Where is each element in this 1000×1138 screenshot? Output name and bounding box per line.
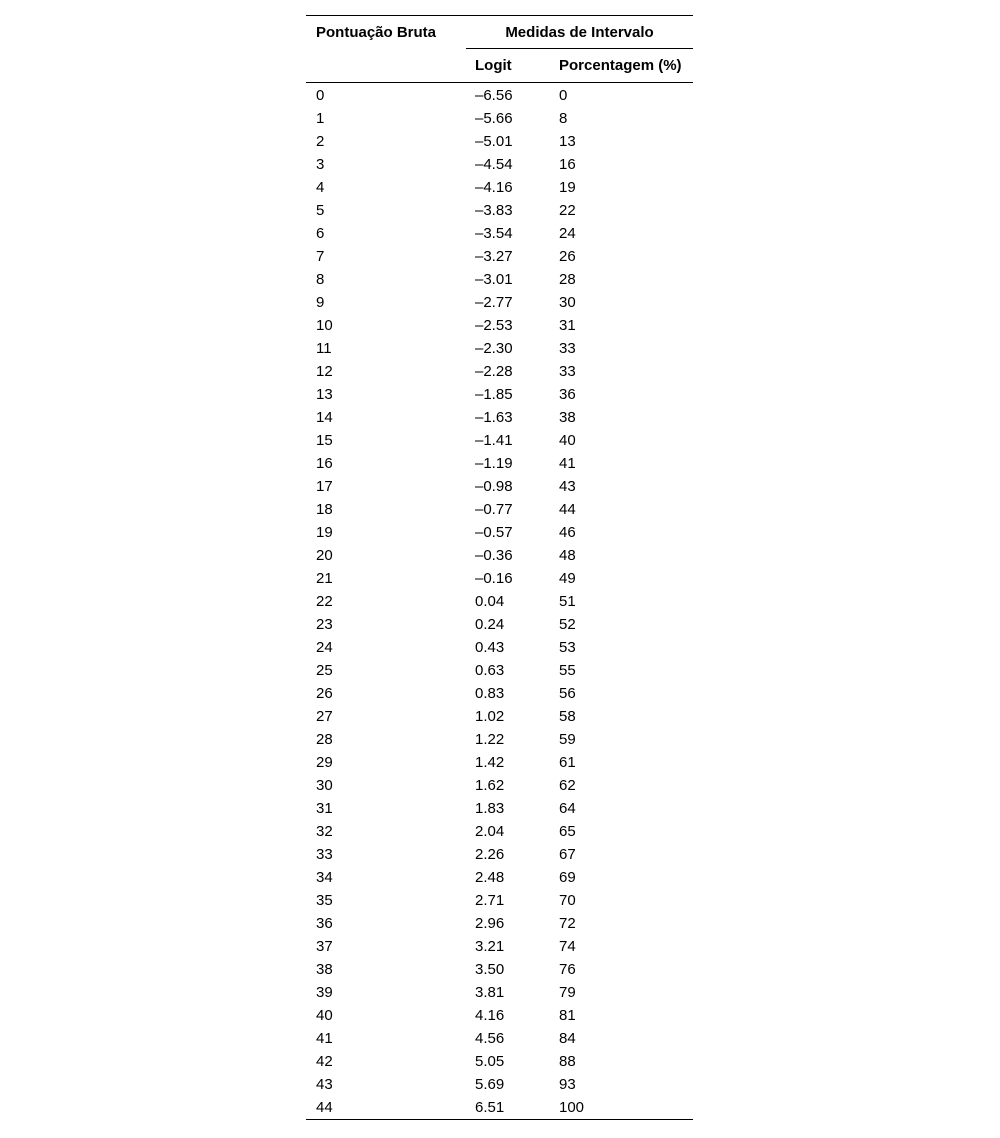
cell-raw-score: 8 [316, 271, 325, 288]
table-row [306, 83, 693, 108]
cell-percent: 70 [559, 892, 576, 909]
table-row [306, 682, 693, 705]
cell-percent: 59 [559, 731, 576, 748]
header-row-sub [306, 49, 693, 83]
cell-raw-score: 26 [316, 685, 333, 702]
cell-logit: –5.01 [475, 133, 513, 150]
table-row [306, 567, 693, 590]
cell-raw-score: 27 [316, 708, 333, 725]
cell-raw-score: 42 [316, 1053, 333, 1070]
cell-percent: 76 [559, 961, 576, 978]
cell-raw-score: 2 [316, 133, 325, 150]
cell-raw-score: 41 [316, 1030, 333, 1047]
cell-logit: –1.85 [475, 386, 513, 403]
cell-percent: 100 [559, 1096, 693, 1120]
cell-raw-score: 30 [316, 777, 333, 794]
cell-percent: 81 [559, 1007, 576, 1024]
cell-percent: 55 [559, 662, 576, 679]
cell-raw-score: 40 [316, 1007, 333, 1024]
table-row [306, 429, 693, 452]
cell-raw-score: 24 [316, 639, 333, 656]
cell-raw-score: 7 [316, 248, 325, 265]
cell-logit: 5.05 [475, 1053, 505, 1070]
cell-percent: 8 [559, 110, 568, 127]
table-row [306, 314, 693, 337]
cell-percent: 65 [559, 823, 576, 840]
cell-logit: 0.24 [475, 616, 505, 633]
cell-percent: 64 [559, 800, 576, 817]
cell-raw-score: 18 [316, 501, 333, 518]
cell-logit: 1.02 [475, 708, 505, 725]
header-raw-score-blank [306, 49, 466, 83]
table-row [306, 1004, 693, 1027]
cell-logit: 0.83 [475, 685, 505, 702]
table-row [306, 222, 693, 245]
cell-logit: –2.53 [475, 317, 513, 334]
cell-logit: –5.66 [475, 110, 513, 127]
cell-logit: –2.30 [475, 340, 513, 357]
cell-percent: 31 [559, 317, 576, 334]
cell-logit: –3.01 [475, 271, 513, 288]
cell-percent: 84 [559, 1030, 576, 1047]
header-row-group [306, 16, 693, 49]
cell-raw-score: 1 [316, 110, 325, 127]
cell-logit: 3.81 [475, 984, 505, 1001]
cell-raw-score: 34 [316, 869, 333, 886]
cell-raw-score: 6 [316, 225, 325, 242]
cell-logit: 4.16 [475, 1007, 505, 1024]
cell-percent: 79 [559, 984, 576, 1001]
cell-logit: 6.51 [466, 1096, 559, 1120]
cell-percent: 40 [559, 432, 576, 449]
table-row [306, 797, 693, 820]
cell-percent: 93 [559, 1076, 576, 1093]
cell-percent: 53 [559, 639, 576, 656]
cell-logit: –0.98 [475, 478, 513, 495]
cell-logit: 0.04 [475, 593, 505, 610]
table-row [306, 498, 693, 521]
cell-percent: 51 [559, 593, 576, 610]
cell-logit: 3.50 [475, 961, 505, 978]
cell-raw-score: 31 [316, 800, 333, 817]
cell-percent: 30 [559, 294, 576, 311]
cell-percent: 26 [559, 248, 576, 265]
cell-percent: 56 [559, 685, 576, 702]
cell-percent: 43 [559, 478, 576, 495]
cell-logit: –4.16 [475, 179, 513, 196]
header-interval-measures: Medidas de Intervalo [466, 16, 693, 49]
table-row [306, 383, 693, 406]
cell-percent: 44 [559, 501, 576, 518]
cell-percent: 0 [559, 87, 568, 104]
cell-raw-score: 3 [316, 156, 325, 173]
table-row [306, 659, 693, 682]
cell-logit: 4.56 [475, 1030, 505, 1047]
table-row [306, 521, 693, 544]
table-row [306, 1096, 693, 1120]
cell-percent: 74 [559, 938, 576, 955]
cell-raw-score: 16 [316, 455, 333, 472]
table-body [306, 83, 693, 1120]
cell-percent: 62 [559, 777, 576, 794]
cell-percent: 13 [559, 133, 576, 150]
cell-logit: –3.54 [475, 225, 513, 242]
table-row [306, 705, 693, 728]
table-row [306, 774, 693, 797]
cell-percent: 72 [559, 915, 576, 932]
cell-percent: 52 [559, 616, 576, 633]
cell-percent: 16 [559, 156, 576, 173]
cell-logit: –0.16 [475, 570, 513, 587]
cell-logit: 2.71 [475, 892, 505, 909]
table-row [306, 935, 693, 958]
table-row [306, 820, 693, 843]
cell-percent: 41 [559, 455, 576, 472]
table-row [306, 981, 693, 1004]
cell-raw-score: 9 [316, 294, 325, 311]
cell-logit: –1.19 [475, 455, 513, 472]
cell-percent: 33 [559, 363, 576, 380]
table-row [306, 245, 693, 268]
cell-logit: –2.77 [475, 294, 513, 311]
cell-raw-score: 13 [316, 386, 333, 403]
table-row [306, 590, 693, 613]
header-logit: Logit [466, 49, 559, 83]
cell-raw-score: 15 [316, 432, 333, 449]
table-row [306, 866, 693, 889]
table-row [306, 958, 693, 981]
table-row [306, 199, 693, 222]
table-row [306, 1073, 693, 1096]
cell-raw-score: 17 [316, 478, 333, 495]
cell-raw-score: 25 [316, 662, 333, 679]
cell-raw-score: 12 [316, 363, 333, 380]
cell-logit: –1.41 [475, 432, 513, 449]
table-row [306, 360, 693, 383]
cell-percent: 22 [559, 202, 576, 219]
table-row [306, 452, 693, 475]
cell-logit: 5.69 [475, 1076, 505, 1093]
cell-raw-score: 38 [316, 961, 333, 978]
cell-percent: 49 [559, 570, 576, 587]
cell-percent: 69 [559, 869, 576, 886]
cell-logit: –2.28 [475, 363, 513, 380]
cell-logit: 1.22 [475, 731, 505, 748]
table-row [306, 337, 693, 360]
cell-logit: 2.96 [475, 915, 505, 932]
cell-percent: 61 [559, 754, 576, 771]
table-row [306, 613, 693, 636]
table-row [306, 176, 693, 199]
cell-logit: –3.83 [475, 202, 513, 219]
cell-percent: 28 [559, 271, 576, 288]
table-header [306, 16, 693, 83]
cell-raw-score: 19 [316, 524, 333, 541]
cell-raw-score: 43 [316, 1076, 333, 1093]
cell-percent: 36 [559, 386, 576, 403]
cell-raw-score: 22 [316, 593, 333, 610]
cell-logit: 0.43 [475, 639, 505, 656]
cell-percent: 48 [559, 547, 576, 564]
cell-percent: 24 [559, 225, 576, 242]
table-row [306, 728, 693, 751]
cell-raw-score: 37 [316, 938, 333, 955]
cell-raw-score: 35 [316, 892, 333, 909]
table-row [306, 843, 693, 866]
cell-raw-score: 5 [316, 202, 325, 219]
header-raw-score: Pontuação Bruta [306, 16, 466, 49]
cell-logit: –4.54 [475, 156, 513, 173]
table-row [306, 912, 693, 935]
table-row [306, 1050, 693, 1073]
cell-percent: 88 [559, 1053, 576, 1070]
cell-raw-score: 28 [316, 731, 333, 748]
cell-raw-score: 39 [316, 984, 333, 1001]
cell-logit: –3.27 [475, 248, 513, 265]
cell-logit: 3.21 [475, 938, 505, 955]
cell-logit: 1.42 [475, 754, 505, 771]
cell-percent: 46 [559, 524, 576, 541]
table-row [306, 1027, 693, 1050]
table-row [306, 406, 693, 429]
score-conversion-table-container [306, 15, 693, 1120]
cell-raw-score: 11 [316, 340, 332, 357]
cell-raw-score: 23 [316, 616, 333, 633]
table-row [306, 107, 693, 130]
cell-logit: 2.48 [475, 869, 505, 886]
cell-raw-score: 14 [316, 409, 333, 426]
cell-percent: 19 [559, 179, 576, 196]
table-row [306, 636, 693, 659]
cell-raw-score: 44 [306, 1096, 466, 1120]
cell-logit: –0.36 [475, 547, 513, 564]
table-row [306, 291, 693, 314]
cell-raw-score: 20 [316, 547, 333, 564]
cell-raw-score: 33 [316, 846, 333, 863]
cell-logit: 0.63 [475, 662, 505, 679]
cell-logit: 1.62 [475, 777, 505, 794]
cell-raw-score: 10 [316, 317, 333, 334]
cell-logit: 2.26 [475, 846, 505, 863]
cell-raw-score: 36 [316, 915, 333, 932]
cell-raw-score: 0 [316, 87, 325, 104]
cell-raw-score: 29 [316, 754, 333, 771]
cell-logit: –6.56 [475, 87, 513, 104]
cell-raw-score: 32 [316, 823, 333, 840]
cell-percent: 58 [559, 708, 576, 725]
table-row [306, 153, 693, 176]
table-row [306, 751, 693, 774]
table-row [306, 130, 693, 153]
cell-percent: 67 [559, 846, 576, 863]
table-row [306, 475, 693, 498]
cell-logit: –0.57 [475, 524, 513, 541]
cell-percent: 33 [559, 340, 576, 357]
cell-logit: –1.63 [475, 409, 513, 426]
cell-raw-score: 4 [316, 179, 325, 196]
header-percent: Porcentagem (%) [559, 49, 693, 83]
cell-logit: 2.04 [475, 823, 505, 840]
table-row [306, 889, 693, 912]
table-row [306, 268, 693, 291]
cell-percent: 38 [559, 409, 576, 426]
cell-raw-score: 21 [316, 570, 333, 587]
cell-logit: 1.83 [475, 800, 505, 817]
score-conversion-table [306, 15, 693, 1120]
cell-logit: –0.77 [475, 501, 513, 518]
table-row [306, 544, 693, 567]
